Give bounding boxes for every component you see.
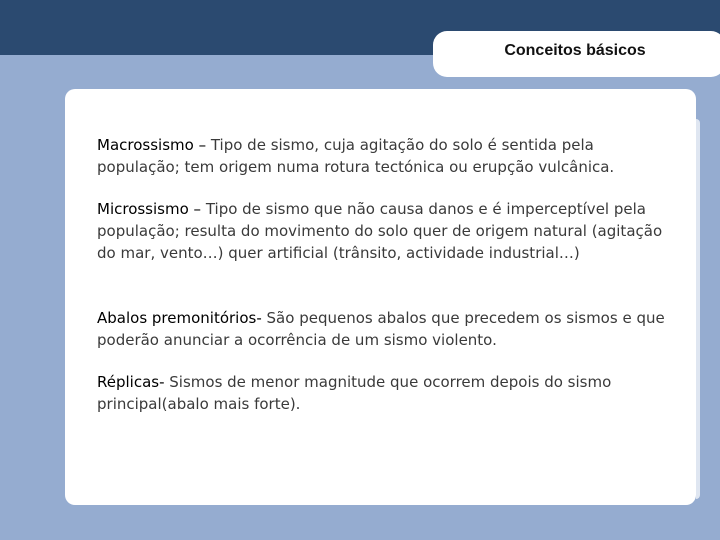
title-tab: [433, 31, 720, 77]
separator: –: [193, 136, 211, 154]
term-abalos-premonitorios: Abalos premonitórios: [97, 309, 257, 327]
definition-text: Sismos de menor magnitude que ocorrem depois do sismo principal(abalo mais forte).: [97, 373, 612, 413]
term-microssismo: Microssismo: [97, 200, 189, 218]
definition-microssismo: [97, 198, 677, 264]
separator: –: [188, 200, 206, 218]
term-replicas: Réplicas: [97, 373, 160, 391]
definition-macrossismo: [97, 134, 677, 178]
slide-title: Conceitos básicos: [504, 42, 646, 59]
definition-text: São pequenos abalos que precedem os sismos e que poderão anunciar a ocorrência de um sismo violento.: [97, 309, 665, 349]
definition-replicas: [97, 371, 677, 415]
definition-abalos-premonitorios: [97, 307, 677, 351]
separator: -: [256, 309, 267, 327]
definition-text: Tipo de sismo, cuja agitação do solo é sentida pela população; tem origem numa rotura tectónica ou erupção vulcânica.: [97, 136, 615, 176]
content-card: [65, 89, 696, 505]
separator: -: [159, 373, 170, 391]
definition-text: Tipo de sismo que não causa danos e é imperceptível pela população; resulta do movimento do solo quer de origem natural (agitação do mar, vento…) quer artificial (trânsito, actividade industrial…): [97, 200, 663, 262]
term-macrossismo: Macrossismo: [97, 136, 194, 154]
